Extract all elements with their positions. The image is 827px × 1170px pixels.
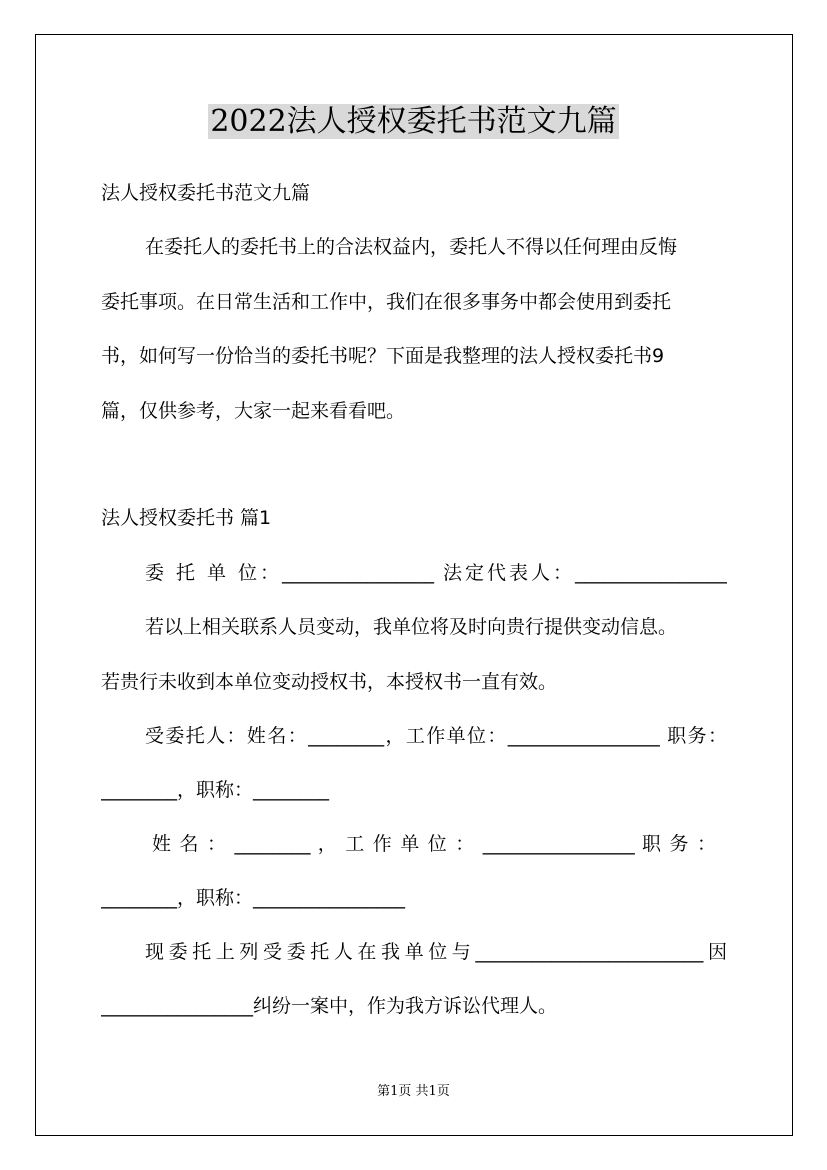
section-heading: 法人授权委托书 篇1 [101,507,272,529]
body-line: ________，职称：________ [101,779,330,801]
intro-line: 书，如何写一份恰当的委托书呢？下面是我整理的法人授权委托书9 [101,345,665,367]
body-line: ________________纠纷一案中，作为我方诉讼代理人。 [101,995,558,1017]
document-subtitle: 法人授权委托书范文九篇 [101,182,311,204]
page-footer: 第1页 共1页 [377,1084,450,1099]
body-line: 现委托上列受委托人在我单位与________________________因 [145,941,727,963]
body-line: 姓 名 ： ________ ， 工 作 单 位 ： ________________ 职 务 ： [152,833,716,855]
body-line: ________，职称：________________ [101,887,406,909]
body-line: 若贵行未收到本单位变动授权书，本授权书一直有效。 [101,671,558,693]
intro-line: 篇，仅供参考，大家一起来看看吧。 [101,400,406,422]
body-line: 委 托 单 位：________________ 法定代表人：________________ [145,562,727,584]
document-title: 2022法人授权委托书范文九篇 [210,104,617,139]
body-line: 受委托人：姓名：________，工作单位：________________ 职务： [145,725,727,747]
intro-line: 在委托人的委托书上的合法权益内，委托人不得以任何理由反悔 [145,236,678,258]
body-line: 若以上相关联系人员变动，我单位将及时向贵行提供变动信息。 [145,616,678,638]
intro-line: 委托事项。在日常生活和工作中，我们在很多事务中都会使用到委托 [101,291,672,313]
